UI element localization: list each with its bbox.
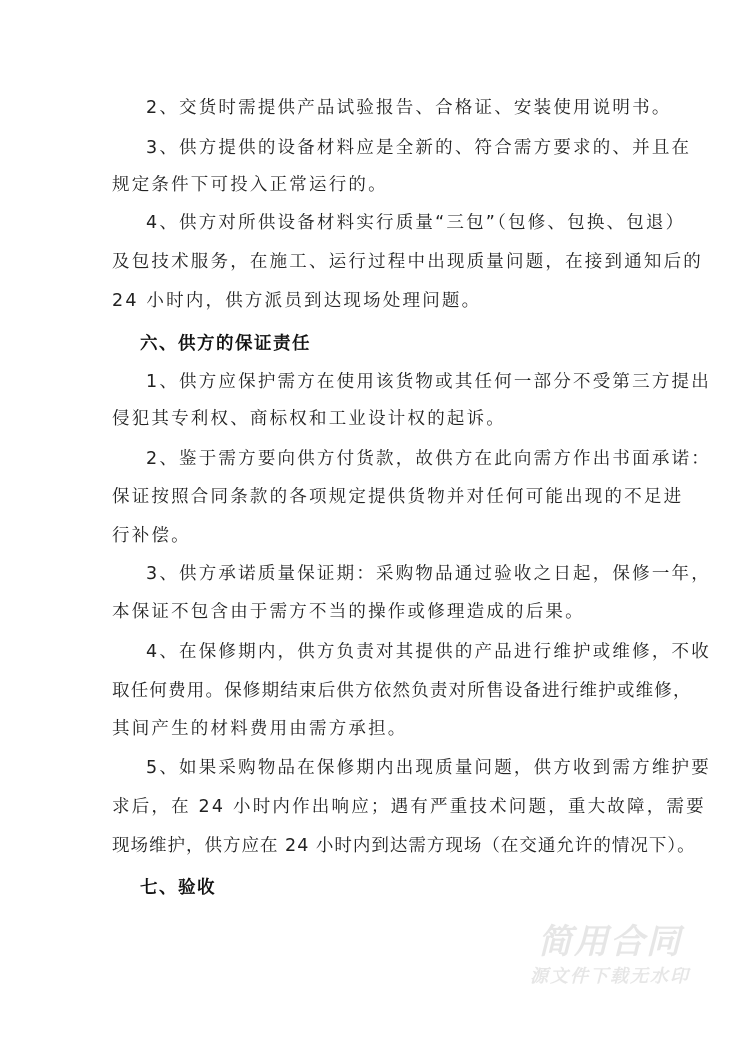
watermark-title: 简用合同 xyxy=(538,922,682,962)
paragraph-line: 5、如果采购物品在保修期内出现质量问题，供方收到需方维护要 xyxy=(146,758,711,778)
paragraph-line: 2、鉴于需方要向供方付货款，故供方在此向需方作出书面承诺： xyxy=(146,449,711,469)
paragraph-line: 4、供方对所供设备材料实行质量“三包”（包修、包换、包退） xyxy=(146,213,686,233)
paragraph-line: 4、在保修期内，供方负责对其提供的产品进行维护或维修，不收 xyxy=(146,642,711,662)
paragraph-line: 现场维护，供方应在 24 小时内到达需方现场（在交通允许的情况下）。 xyxy=(112,836,696,856)
paragraph-line: 2、交货时需提供产品试验报告、合格证、安装使用说明书。 xyxy=(146,98,672,118)
paragraph-line: 求后，在 24 小时内作出响应；遇有严重技术问题，重大故障，需要 xyxy=(112,797,706,817)
watermark-subtitle: 源文件下载无水印 xyxy=(530,966,690,987)
paragraph-line: 保证按照合同条款的各项规定提供货物并对任何可能出现的不足进 xyxy=(112,487,684,507)
paragraph-line: 24 小时内，供方派员到达现场处理问题。 xyxy=(112,291,482,311)
paragraph-line: 3、供方提供的设备材料应是全新的、符合需方要求的、并且在 xyxy=(146,138,692,158)
paragraph-line: 3、供方承诺质量保证期：采购物品通过验收之日起，保修一年， xyxy=(146,564,711,584)
paragraph-line: 侵犯其专利权、商标权和工业设计权的起诉。 xyxy=(112,409,506,429)
paragraph-line: 取任何费用。保修期结束后供方依然负责对所售设备进行维护或维修， xyxy=(112,681,692,701)
paragraph-line: 规定条件下可投入正常运行的。 xyxy=(112,175,388,195)
section-heading: 七、验收 xyxy=(140,878,216,898)
paragraph-line: 1、供方应保护需方在使用该货物或其任何一部分不受第三方提出 xyxy=(146,372,711,392)
watermark xyxy=(510,922,710,990)
paragraph-line: 行补偿。 xyxy=(112,526,191,546)
section-heading: 六、供方的保证责任 xyxy=(140,334,311,354)
paragraph-line: 其间产生的材料费用由需方承担。 xyxy=(112,719,408,739)
paragraph-line: 本保证不包含由于需方不当的操作或修理造成的后果。 xyxy=(112,602,585,622)
paragraph-line: 及包技术服务，在施工、运行过程中出现质量问题，在接到通知后的 xyxy=(112,252,703,272)
